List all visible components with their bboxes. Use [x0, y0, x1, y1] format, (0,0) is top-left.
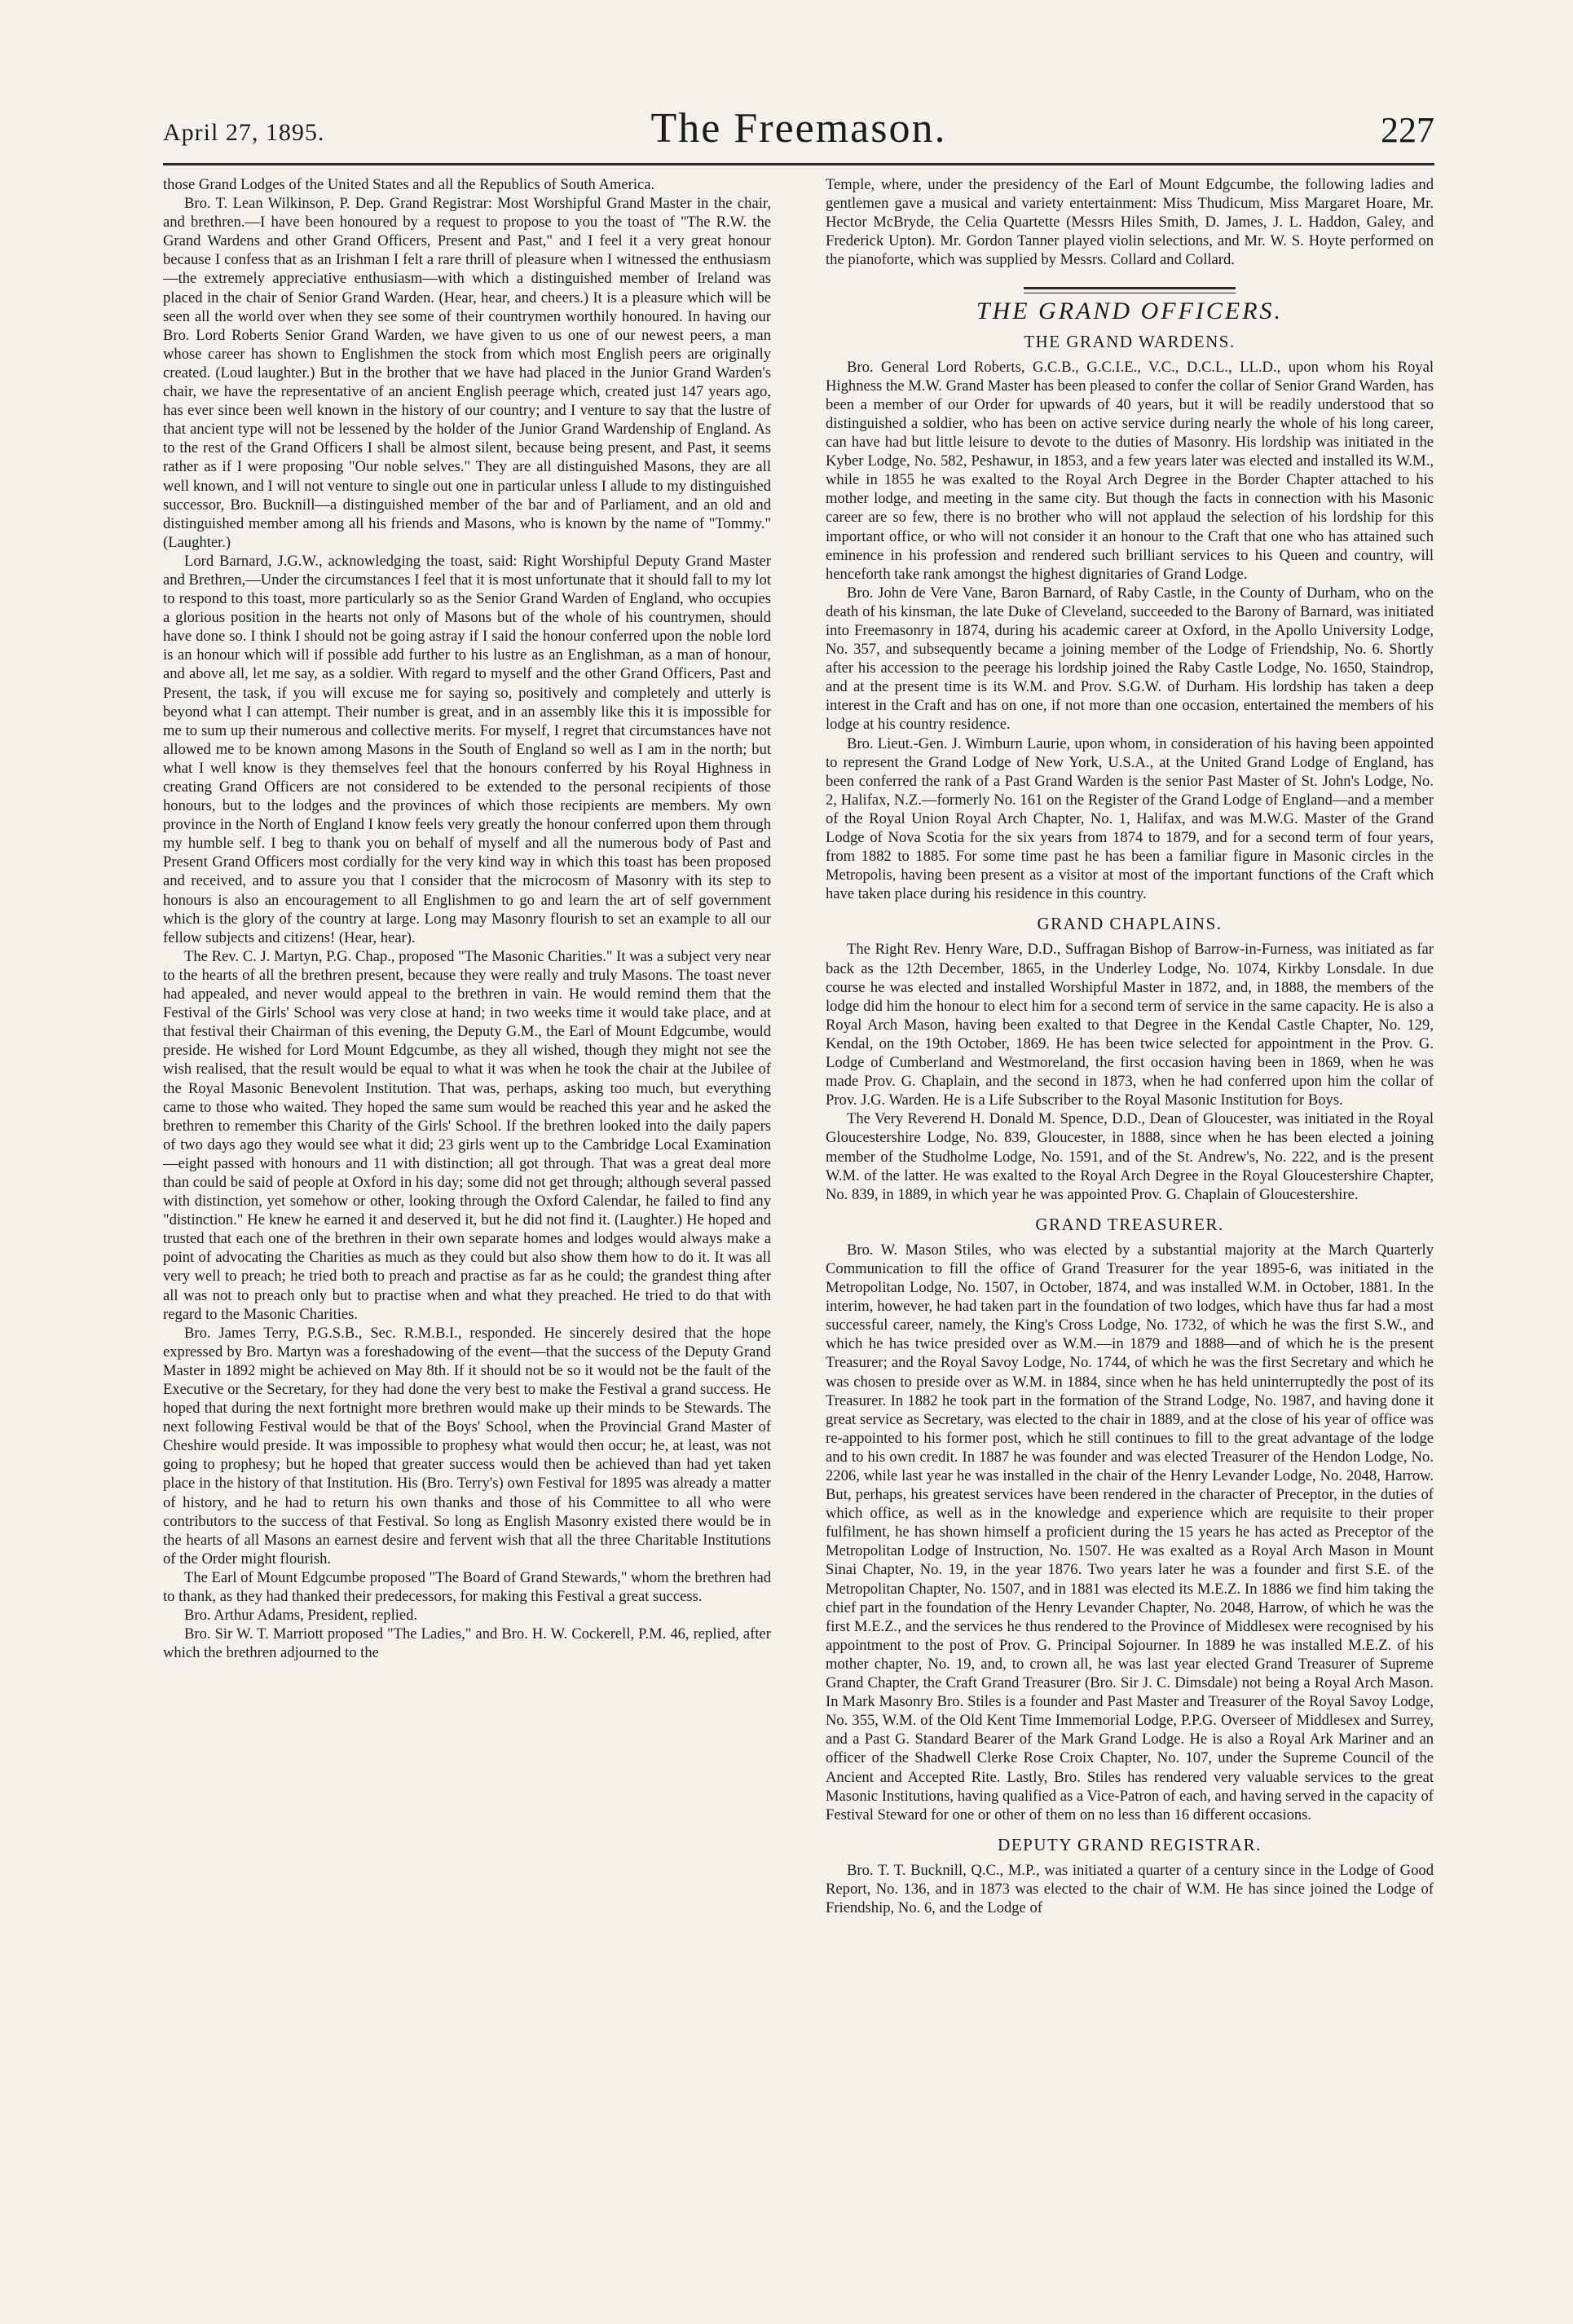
article-paragraph: Lord Barnard, J.G.W., acknowledging the toast, said: Right Worshipful Deputy Grand Master and Brethren,—Under the circumstances I feel that it is most unfortunate that it should fall to my lot to respond to this toast, more particularly so as the Senior Grand Warden of England, who occupies a glorious position in the hearts not only of Masons but of the whole of his countrymen, should have done so. I think I should not be going astray if I said the honour conferred upon the noble lord is an honour which will if possible add further to his lustre as an Englishman, as a man of honour, and above all, let me say, as a soldier. With regard to myself and the other Grand Officers, Past and Present, the task, if you will excuse me for saying so, positively and completely and utterly is beyond what I can attempt. Their number is great, and in an assembly like this it is impossible for me to sum up their numerous and collective merits. For myself, I regret that circumstances have not allowed me to be known among Masons in the South of England so well as I am in the north; but what I well know is they themselves feel that the honours conferred by his Royal Highness in creating Grand Officers are not considered to be extended to the personal recipients of those honours, but to the lodges and the provinces of which those recipients are members. My own province in the North of England I know feels very greatly the honour conferred upon them through my humble self. I beg to thank you on behalf of myself and all the numerous body of Past and Present Grand Officers most cordially for the very kind way in which this toast has been proposed and received, and to assure you that I consider that the microcosm of Masonry with its step to honours is also an encouragement to all Englishmen to go and learn the art of self government which is the glory of the country at large. Long may Masonry flourish to set an example to all our fellow subjects and citizens! (Hear, hear).: [163, 552, 771, 946]
subheading-deputy-grand-registrar: DEPUTY GRAND REGISTRAR.: [998, 1834, 1262, 1854]
article-paragraph: Bro. Arthur Adams, President, replied.: [184, 1607, 418, 1625]
masthead-title: The Freemason.: [650, 105, 947, 152]
left-column: [163, 175, 771, 1662]
ornamental-rule: [1024, 287, 1236, 293]
article-paragraph: The Earl of Mount Edgcumbe proposed "The Board of Grand Stewards," whom the brethren had to thank, as they had thanked their predecessors, for making this Festival a great success.: [163, 1568, 771, 1606]
issue-date: April 27, 1895.: [163, 119, 325, 146]
right-column: [826, 175, 1434, 1917]
article-paragraph: Temple, where, under the presidency of the Earl of Mount Edgcumbe, the following ladies and gentlemen gave a musical and variety entertainment: Miss Thudicum, Miss Margaret Hoare, Mr. Hector McBryde, the Celia Quartette (Messrs Hiles Smith, D. James, J. L. Haddon, Galey, and Frederick Upton). Mr. Gordon Tanner played violin selections, and Mr. W. S. Hoyte performed on the pianoforte, which was supplied by Messrs. Collard and Collard.: [826, 176, 1434, 269]
article-paragraph: Bro. T. T. Bucknill, Q.C., M.P., was initiated a quarter of a century since in the Lodge of Good Report, No. 136, and in 1873 was elected to the chair of W.M. He has since joined the Lodge of Friendship, No. 6, and the Lodge of: [826, 1861, 1434, 1917]
article-paragraph: Bro. John de Vere Vane, Baron Barnard, of Raby Castle, in the County of Durham, who on the death of his kinsman, the late Duke of Cleveland, succeeded to the Barony of Barnard, was initiated into Freemasonry in 1874, during his academic career at Oxford, in the Apollo University Lodge, No. 357, and subsequently became a joining member of the Lodge of Friendship, No. 6. Shortly after his accession to the peerage his lordship joined the Raby Castle Lodge, No. 1650, Staindrop, and at the present time is its W.M. and Prov. S.G.W. of Durham. His lordship has taken a deep interest in the Craft and has on one, if not more than one occasion, entertained the members of his lodge at his country residence.: [826, 584, 1434, 734]
article-paragraph: those Grand Lodges of the United States and all the Republics of South America.: [163, 176, 655, 193]
page-number: 227: [1381, 110, 1434, 150]
subheading-grand-chaplains: GRAND CHAPLAINS.: [1037, 914, 1223, 934]
page-header: [163, 104, 1434, 161]
article-paragraph: Bro. James Terry, P.G.S.B., Sec. R.M.B.I., responded. He sincerely desired that the hope expressed by Bro. Martyn was a foreshadowing of the event—that the success of the Deputy Grand Master in 1892 might be achieved on May 8th. If it should not be so it would not be the fault of the Executive or the Secretary, for they had done the very best to make the Festival a grand success. He hoped that during the next fortnight more brethren would make up their minds to be Stewards. The next following Festival would be that of the Boys' School, when the Provincial Grand Master of Cheshire would preside. It was impossible to prophesy what would then occur; he, at least, was not going to prophesy; but he hoped that greater success would then be achieved than had yet taken place in the history of that Institution. His (Bro. Terry's) own Festival for 1895 was already a matter of history, and he had to return his own thanks and those of his Committee to all who were contributors to the success of that Festival. So long as English Masonry existed there would be in the hearts of all Masons an earnest desire and fervent wish that all the three Charitable Institutions of the Order might flourish.: [163, 1324, 771, 1568]
article-paragraph: The Rev. C. J. Martyn, P.G. Chap., proposed "The Masonic Charities." It was a subject very near to the hearts of all the brethren present, because they were really and truly Masons. The toast never had appealed, and never would appeal to the brethren in vain. He would remind them that the Festival of the Girls' School was very close at hand; in two weeks time it would take place, and at that festival their Chairman of this evening, the Deputy G.M., the Earl of Mount Edgcumbe, would preside. He wished for Lord Mount Edgcumbe, as they all wished, though they might not see the wish realised, that the result would be equal to what it was when he took the chair at the Jubilee of the Royal Masonic Benevolent Institution. That was, perhaps, asking too much, but everything came to those who waited. They hoped the same sum would be reached this year and he asked the brethren to remember this Charity of the Girls' School. If the brethren looked into the daily papers of two days ago they would see what it did; 23 girls went up to the Cambridge Local Examination—eight passed with honours and 11 with distinction; all got through. That was a great deal more than could be said of people at Oxford in his day; some did not get through; although several passed with distinction, yet somehow or other, looking through the Oxford Calendar, he failed to find any "distinction." He knew he earned it and deserved it, but he did not find it. (Laughter.) He hoped and trusted that each one of the brethren in their own separate homes and lodges would always make a point of advocating the Charities as much as they could but also show them how to do it. It was all very well to preach; he tried both to preach and practise as far as he could; the grandest thing after all was not to preach only but to practise when and what they preached. He tried to do that with regard to the Masonic Charities.: [163, 947, 771, 1323]
article-paragraph: Bro. W. Mason Stiles, who was elected by a substantial majority at the March Quarterly Communication to fill the office of Grand Treasurer for the year 1895-6, was initiated in the Metropolitan Lodge, No. 1507, in October, 1874, and was installed W.M. in October, 1881. In the interim, however, he had taken part in the foundation of two lodges, which have thus far had a most successful career, namely, the King's Cross Lodge, No. 1732, of which he was the first S.W., and which he has twice presided over as W.M.—in 1879 and 1888—and of which he is the present Treasurer; and the Royal Savoy Lodge, No. 1744, of which he was the first Secretary and which he was chosen to preside over as W.M. in 1884, since when he has held uninterruptedly the post of its Treasurer. In 1882 he took part in the formation of the Strand Lodge, No. 1987, and having done it great service as Secretary, was elected to the chair in 1889, and at the close of his year of office was re-appointed to his former post, which he still continues to fill to the great advantage of the lodge and to his own credit. In 1887 he was founder and was elected Treasurer of the Hendon Lodge, No. 2206, while last year he was installed in the chair of the Henry Levander Lodge, No. 2048, Harrow. But, perhaps, his greatest services have been rendered in the character of Preceptor, in the duties of which office, as well as in the knowledge and experience which are requisite to their proper fulfilment, he has shown himself a proficient during the 15 years he has acted as Preceptor of the Metropolitan Lodge of Instruction, No. 1507. He was exalted as a Royal Arch Mason in Mount Sinai Chapter, No. 19, in the year 1876. Two years later he was a founder and first S.E. of the Metropolitan Chapter, No. 1507, and in 1881 was elected its M.E.Z. In 1886 we find him taking the chief part in the foundation of the Henry Levander Chapter, No. 2048, Harrow, of which he was the first M.E.Z., and the services he thus rendered to the Province of Middlesex were recognised by his appointment to the post of Prov. G. Principal Sojourner. In 1889 he was installed M.E.Z. of his mother chapter, No. 19, and, to crown all, he was last year elected Grand Treasurer of Supreme Grand Chapter, the Craft Grand Treasurer (Bro. Sir J. C. Dimsdale) not being a Royal Arch Mason. In Mark Masonry Bro. Stiles is a founder and Past Master and Treasurer of the Royal Savoy Lodge, No. 355, W.M. of the Old Kent Time Immemorial Lodge, P.P.G. Overseer of Middlesex and Surrey, and a Past G. Standard Bearer of the Mark Grand Lodge. He is also a Royal Ark Mariner and an officer of the Shadwell Clerke Rose Croix Chapter, No. 107, under the Supreme Council of the Ancient and Accepted Rite. Lastly, Bro. Stiles has rendered very valuable services to the great Masonic Institutions, having qualified as a Vice-Patron of each, and having served in the capacity of Festival Steward for one or other of them on no less than 16 different occasions.: [826, 1241, 1434, 1823]
article-paragraph: The Very Reverend H. Donald M. Spence, D.D., Dean of Gloucester, was initiated in the Royal Gloucestershire Lodge, No. 839, Gloucester, in 1888, since when he has been elected a joining member of the Studholme Lodge, No. 1591, and of the St. Andrew's, No. 222, and is the present W.M. of the latter. He was exalted to the Royal Arch Degree in the Royal Gloucestershire Chapter, No. 839, in 1889, in which year he was appointed Prov. G. Chaplain of Gloucestershire.: [826, 1110, 1434, 1203]
section-title: THE GRAND OFFICERS.: [976, 298, 1284, 325]
header-rule: [163, 163, 1434, 165]
subheading-grand-wardens: THE GRAND WARDENS.: [1024, 331, 1236, 351]
section-title-block: [826, 287, 1434, 325]
article-paragraph: Bro. T. Lean Wilkinson, P. Dep. Grand Registrar: Most Worshipful Grand Master in the chair, and brethren.—I have been honoured by a request to propose to you the toast of "The R.W. the Grand Wardens and other Grand Officers, Present and Past," and I feel it a very great honour because I confess that as an Irishman I felt a rare thrill of pleasure when I witnessed the enthusiasm—the extremely appreciative enthusiasm—with which a distinguished member of Ireland was placed in the chair of Senior Grand Warden. (Hear, hear, and cheers.) It is a pleasure which will be seen all the world over when they see some of their countrymen worthily honoured. In having our Bro. Lord Roberts Senior Grand Warden, we have given to us one of our newest peers, a man whose career has shown to Englishmen the stock from which most English peers are originally created. (Loud laughter.) But in the brother that we have had placed in the Junior Grand Warden's chair, we have the representative of an ancient English peerage which, created just 147 years ago, has ever since been well known in the history of our country; and I venture to say that the lustre of that ancient type will not be lessened by the holder of the Junior Grand Wardenship of England. As to the rest of the Grand Officers I shall be almost silent, because being present, and Past, it seems rather as if I were proposing "Our noble selves." They are all distinguished Masons, they are all well known, and I will not venture to single out one in particular unless I allude to my distinguished successor, Bro. Bucknill—a distinguished member of the bar and of Parliament, and an old and distinguished member among all his friends and Masons, who is known by the name of "Tommy." (Laughter.): [163, 195, 771, 551]
article-paragraph: The Right Rev. Henry Ware, D.D., Suffragan Bishop of Barrow-in-Furness, was initiated as far back as the 12th December, 1865, in the Underley Lodge, No. 1074, Kirkby Lonsdale. In due course he was elected and installed Worshipful Master in 1872, and, in 1888, the members of the lodge did him the honour to elect him for a second term of service in the same capacity. He is also a Royal Arch Mason, having been exalted to that Degree in the Kendal Castle Chapter, No. 129, Kendal, on the 19th October, 1869. He has been twice selected for appointment in the Prov. G. Lodge of Cumberland and Westmoreland, the first occasion having been in 1869, when he was made Prov. G. Chaplain, and the second in 1873, when he had conferred upon him the collar of Prov. J.G. Warden. He is a Life Subscriber to the Royal Masonic Institution for Boys.: [826, 941, 1434, 1109]
subheading-grand-treasurer: GRAND TREASURER.: [1035, 1214, 1224, 1234]
article-paragraph: Bro. Lieut.-Gen. J. Wimburn Laurie, upon whom, in consideration of his having been appointed to represent the Grand Lodge of New York, U.S.A., at the United Grand Lodge of England, has been conferred the rank of a Past Grand Warden is the senior Past Master of St. John's Lodge, No. 2, Halifax, N.Z.—formerly No. 161 on the Register of the Grand Lodge of England—and a member of the Royal Union Royal Arch Chapter, No. 1, Halifax, and was M.W.G. Master of the Grand Lodge of Nova Scotia for the six years from 1874 to 1879, and for a second term of four years, from 1882 to 1885. For some time past he has been a familiar figure in Masonic circles in the Metropolis, having been present as a visitor at most of the important functions of the Craft which have taken place during his residence in this country.: [826, 734, 1434, 903]
article-paragraph: Bro. General Lord Roberts, G.C.B., G.C.I.E., V.C., D.C.L., LL.D., upon whom his Royal Highness the M.W. Grand Master has been pleased to confer the collar of Senior Grand Warden, has been a member of our Order for upwards of 40 years, but it will be readily understood that so distinguished a soldier, who has been on active service during nearly the whole of his long career, can have had but little leisure to devote to the duties of Masonry. His lordship was initiated in the Kyber Lodge, No. 582, Peshawur, in 1853, and a few years later was elected and installed its W.M., while in 1855 he was exalted to the Royal Arch Degree in the Border Chapter attached to his mother lodge, and meeting in the same city. But though the facts in connection with his Masonic career are so few, there is no brother who will not applaud the selection of his lordship for this important office, or who will not consider it an honour to the Craft that one who has attained such eminence in his profession and rendered such brilliant services to his Queen and country, will henceforth take rank amongst the highest dignitaries of Grand Lodge.: [826, 358, 1434, 583]
article-paragraph: Bro. Sir W. T. Marriott proposed "The Ladies," and Bro. H. W. Cockerell, P.M. 46, replied, after which the brethren adjourned to the: [163, 1625, 771, 1662]
